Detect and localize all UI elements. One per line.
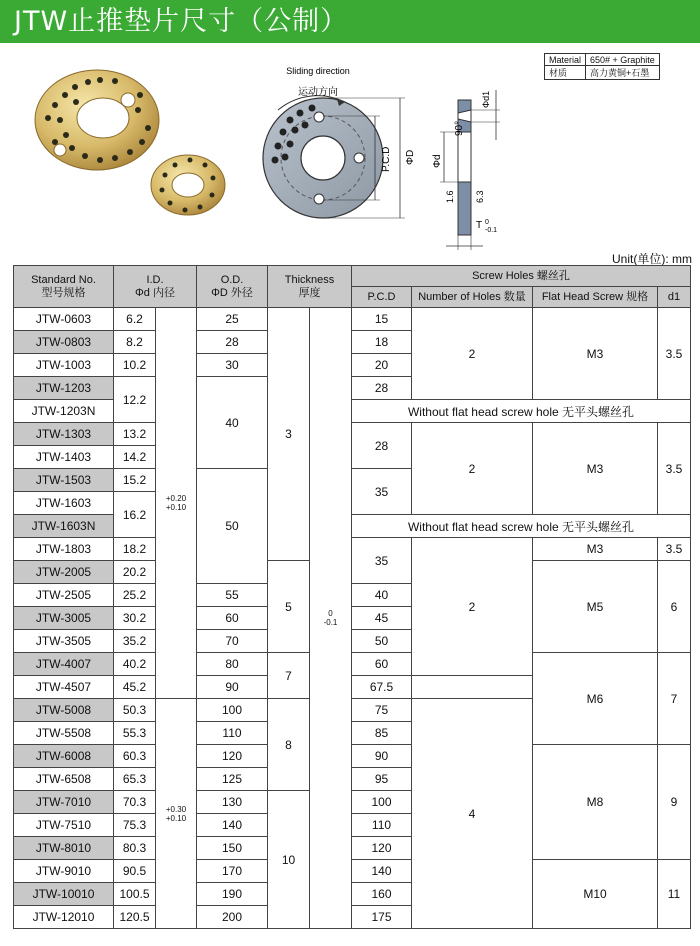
model-cell: JTW-0803 bbox=[14, 331, 114, 354]
holes-cell: 4 bbox=[412, 699, 533, 929]
model-cell: JTW-4507 bbox=[14, 676, 114, 699]
material-value: 650# + Graphite bbox=[586, 54, 660, 66]
d1-cell: 7 bbox=[658, 653, 691, 745]
model-cell: JTW-1603N bbox=[14, 515, 114, 538]
material-label: Material bbox=[545, 54, 586, 66]
col-screw-holes: Screw Holes 螺丝孔 bbox=[352, 266, 691, 287]
pcd-cell: 75 bbox=[352, 699, 412, 722]
model-cell: JTW-8010 bbox=[14, 837, 114, 860]
model-cell: JTW-1203 bbox=[14, 377, 114, 400]
model-cell: JTW-4007 bbox=[14, 653, 114, 676]
roughness-label: 6.3 bbox=[475, 190, 485, 203]
id-cell: 75.3 bbox=[114, 814, 156, 837]
pcd-cell: 175 bbox=[352, 906, 412, 929]
screw-cell: M3 bbox=[533, 423, 658, 515]
od-cell: 30 bbox=[197, 354, 268, 377]
thickness-cell: 3 bbox=[268, 308, 310, 561]
od-cell: 80 bbox=[197, 653, 268, 676]
id-tolerance-b: +0.30 +0.10 bbox=[156, 699, 197, 929]
material-label-cn: 材质 bbox=[545, 66, 586, 80]
thickness-tolerance: 0 -0.1 bbox=[310, 308, 352, 929]
col-od: O.D. ΦD 外径 bbox=[197, 266, 268, 308]
d1-cell: 3.5 bbox=[658, 308, 691, 400]
thickness-cell: 8 bbox=[268, 699, 310, 791]
model-cell: JTW-1303 bbox=[14, 423, 114, 446]
od-cell: 150 bbox=[197, 837, 268, 860]
model-cell: JTW-1403 bbox=[14, 446, 114, 469]
model-cell: JTW-1603 bbox=[14, 492, 114, 515]
pcd-cell: 50 bbox=[352, 630, 412, 653]
id-cell: 55.3 bbox=[114, 722, 156, 745]
od-cell: 110 bbox=[197, 722, 268, 745]
holes-cell: 2 bbox=[412, 423, 533, 515]
screw-cell: M3 bbox=[533, 308, 658, 400]
id-cell: 20.2 bbox=[114, 561, 156, 584]
d1-cell: 3.5 bbox=[658, 538, 691, 561]
outer-diameter-label: ΦD bbox=[405, 149, 416, 165]
model-cell: JTW-7510 bbox=[14, 814, 114, 837]
id-cell: 14.2 bbox=[114, 446, 156, 469]
thickness-tol-upper: 0 bbox=[485, 219, 489, 226]
d1-cell: 9 bbox=[658, 745, 691, 860]
od-cell: 170 bbox=[197, 860, 268, 883]
col-thickness: Thickness 厚度 bbox=[268, 266, 352, 308]
od-cell: 125 bbox=[197, 768, 268, 791]
model-cell: JTW-1003 bbox=[14, 354, 114, 377]
model-cell: JTW-2005 bbox=[14, 561, 114, 584]
id-cell: 12.2 bbox=[114, 377, 156, 423]
id-cell: 18.2 bbox=[114, 538, 156, 561]
model-cell: JTW-1503 bbox=[14, 469, 114, 492]
id-cell: 120.5 bbox=[114, 906, 156, 929]
pcd-cell: 40 bbox=[352, 584, 412, 607]
col-d1: d1 bbox=[658, 287, 691, 308]
pcd-cell: 18 bbox=[352, 331, 412, 354]
id-cell: 25.2 bbox=[114, 584, 156, 607]
od-cell: 50 bbox=[197, 469, 268, 584]
pcd-cell: 90 bbox=[352, 745, 412, 768]
d1-cell: 11 bbox=[658, 860, 691, 929]
d1-cell: 6 bbox=[658, 561, 691, 653]
pcd-cell: 67.5 bbox=[352, 676, 412, 699]
sliding-direction-label-cn: 运动方向 bbox=[298, 87, 338, 98]
od-cell: 40 bbox=[197, 377, 268, 469]
screw-cell: M8 bbox=[533, 745, 658, 860]
model-cell: JTW-1803 bbox=[14, 538, 114, 561]
holes-cell: 2 bbox=[412, 308, 533, 400]
model-cell: JTW-7010 bbox=[14, 791, 114, 814]
od-cell: 190 bbox=[197, 883, 268, 906]
od-cell: 90 bbox=[197, 676, 268, 699]
chamfer-label: 1.6 bbox=[445, 190, 455, 203]
od-cell: 25 bbox=[197, 308, 268, 331]
spec-table bbox=[13, 265, 691, 929]
model-cell: JTW-5008 bbox=[14, 699, 114, 722]
washer-section-view bbox=[440, 90, 500, 250]
col-pcd: P.C.D bbox=[352, 287, 412, 308]
pcd-cell: 45 bbox=[352, 607, 412, 630]
pcd-cell: 60 bbox=[352, 653, 412, 676]
od-cell: 130 bbox=[197, 791, 268, 814]
id-cell: 100.5 bbox=[114, 883, 156, 906]
inner-diameter-label: Φd bbox=[432, 154, 443, 168]
id-cell: 8.2 bbox=[114, 331, 156, 354]
angle-label: 90° bbox=[454, 120, 465, 136]
model-cell: JTW-3505 bbox=[14, 630, 114, 653]
model-cell: JTW-5508 bbox=[14, 722, 114, 745]
od-cell: 200 bbox=[197, 906, 268, 929]
model-cell: JTW-0603 bbox=[14, 308, 114, 331]
sliding-direction-label: Sliding direction bbox=[286, 66, 350, 76]
pcd-cell: 100 bbox=[352, 791, 412, 814]
od-cell: 70 bbox=[197, 630, 268, 653]
id-cell: 80.3 bbox=[114, 837, 156, 860]
material-value-cn: 高力黄铜+石墨 bbox=[586, 66, 660, 80]
id-cell: 30.2 bbox=[114, 607, 156, 630]
id-tolerance-a: +0.20 +0.10 bbox=[156, 308, 197, 699]
pcd-cell: 120 bbox=[352, 837, 412, 860]
pcd-cell: 85 bbox=[352, 722, 412, 745]
thickness-cell: 5 bbox=[268, 561, 310, 653]
thickness-label: T bbox=[476, 220, 483, 231]
no-screw-hole-note: Without flat head screw hole 无平头螺丝孔 bbox=[352, 515, 691, 538]
pcd-cell: 110 bbox=[352, 814, 412, 837]
col-hole-count: Number of Holes 数量 bbox=[412, 287, 533, 308]
header-divider bbox=[0, 43, 700, 46]
model-cell: JTW-2505 bbox=[14, 584, 114, 607]
id-cell: 45.2 bbox=[114, 676, 156, 699]
od-cell: 100 bbox=[197, 699, 268, 722]
pcd-cell: 95 bbox=[352, 768, 412, 791]
pcd-cell: 35 bbox=[352, 538, 412, 584]
od-cell: 60 bbox=[197, 607, 268, 630]
pcd-cell: 140 bbox=[352, 860, 412, 883]
id-cell: 90.5 bbox=[114, 860, 156, 883]
screw-cell: M10 bbox=[533, 860, 658, 929]
pcd-cell: 35 bbox=[352, 469, 412, 515]
id-cell: 13.2 bbox=[114, 423, 156, 446]
thickness-tol-lower: -0.1 bbox=[485, 227, 498, 234]
id-cell: 10.2 bbox=[114, 354, 156, 377]
screw-diameter-label: Φd1 bbox=[481, 90, 491, 108]
id-cell: 50.3 bbox=[114, 699, 156, 722]
pcd-cell: 28 bbox=[352, 377, 412, 400]
model-cell: JTW-1203N bbox=[14, 400, 114, 423]
id-cell: 16.2 bbox=[114, 492, 156, 538]
pcd-cell: 28 bbox=[352, 423, 412, 469]
id-cell: 15.2 bbox=[114, 469, 156, 492]
model-cell: JTW-10010 bbox=[14, 883, 114, 906]
col-id: I.D. Φd 内径 bbox=[114, 266, 197, 308]
od-cell: 28 bbox=[197, 331, 268, 354]
id-cell: 35.2 bbox=[114, 630, 156, 653]
model-cell: JTW-12010 bbox=[14, 906, 114, 929]
col-flat-screw: Flat Head Screw 规格 bbox=[533, 287, 658, 308]
page-title: JTW止推垫片尺寸（公制） bbox=[0, 0, 700, 43]
model-cell: JTW-6508 bbox=[14, 768, 114, 791]
id-cell: 65.3 bbox=[114, 768, 156, 791]
model-cell: JTW-3005 bbox=[14, 607, 114, 630]
large-washer-photo bbox=[35, 70, 159, 170]
pcd-cell: 20 bbox=[352, 354, 412, 377]
pcd-cell: 160 bbox=[352, 883, 412, 906]
id-cell: 6.2 bbox=[114, 308, 156, 331]
id-cell: 60.3 bbox=[114, 745, 156, 768]
pcd-label: P.C.D bbox=[381, 146, 392, 172]
od-cell: 55 bbox=[197, 584, 268, 607]
screw-cell: M3 bbox=[533, 538, 658, 561]
od-cell: 140 bbox=[197, 814, 268, 837]
id-cell: 70.3 bbox=[114, 791, 156, 814]
holes-cell: 2 bbox=[412, 538, 533, 676]
small-washer-photo bbox=[151, 155, 225, 215]
no-screw-hole-note: Without flat head screw hole 无平头螺丝孔 bbox=[352, 400, 691, 423]
screw-cell: M5 bbox=[533, 561, 658, 653]
screw-cell: M6 bbox=[533, 653, 658, 745]
id-cell: 40.2 bbox=[114, 653, 156, 676]
unit-label: Unit(单位): mm bbox=[612, 252, 692, 266]
od-cell: 120 bbox=[197, 745, 268, 768]
product-illustration bbox=[0, 50, 700, 250]
model-cell: JTW-6008 bbox=[14, 745, 114, 768]
col-standard: Standard No. 型号规格 bbox=[14, 266, 114, 308]
d1-cell: 3.5 bbox=[658, 423, 691, 515]
thickness-cell: 10 bbox=[268, 791, 310, 929]
pcd-cell: 15 bbox=[352, 308, 412, 331]
model-cell: JTW-9010 bbox=[14, 860, 114, 883]
thickness-cell: 7 bbox=[268, 653, 310, 699]
